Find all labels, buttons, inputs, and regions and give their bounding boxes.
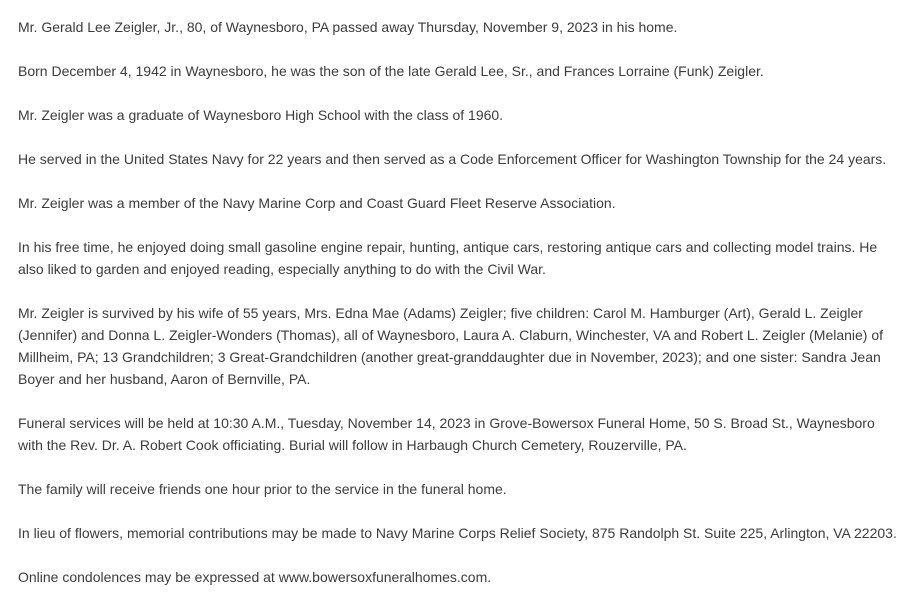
funeral-home-website-link[interactable]: www.bowersoxfuneralhomes.com bbox=[278, 569, 488, 585]
paragraph-survivors: Mr. Zeigler is survived by his wife of 55 years, Mrs. Edna Mae (Adams) Zeigler; five children: Carol M. Hamburger (Art), Gerald L. Zeigler (Jennifer) and Donna L. Zeigler-Wonders (Thomas), all of Waynesboro, Laura A. Claburn, Winchester, VA and Robert L. Zeigler (Melanie) of Millheim, PA; 13 Grandchildren; 3 Great-Grandchildren (another great-granddaughter due in November, 2023); and one sister: Sandra Jean Boyer and her husband, Aaron of Bernville, PA. bbox=[18, 305, 884, 387]
condolences-suffix: . bbox=[487, 569, 492, 585]
paragraph-membership: Mr. Zeigler was a member of the Navy Marine Corp and Coast Guard Fleet Reserve Association. bbox=[18, 195, 616, 211]
paragraph-hobbies: In his free time, he enjoyed doing small gasoline engine repair, hunting, antique cars, restoring antique cars and collecting model trains. He also liked to garden and enjoyed reading, especially anything to do with the Civil War. bbox=[18, 239, 878, 277]
condolences-prefix: Online condolences may be expressed at bbox=[18, 569, 279, 585]
paragraph-visitation: The family will receive friends one hour prior to the service in the funeral home. bbox=[18, 481, 507, 497]
paragraph-education: Mr. Zeigler was a graduate of Waynesboro High School with the class of 1960. bbox=[18, 107, 504, 123]
paragraph-death-notice: Mr. Gerald Lee Zeigler, Jr., 80, of Waynesboro, PA passed away Thursday, November 9, 2023 in his home. bbox=[18, 19, 678, 35]
paragraph-condolences bbox=[18, 566, 897, 588]
paragraph-funeral-services: Funeral services will be held at 10:30 A.M., Tuesday, November 14, 2023 in Grove-Bowersox Funeral Home, 50 S. Broad St., Waynesboro with the Rev. Dr. A. Robert Cook officiating. Burial will follow in Harbaugh Church Cemetery, Rouzerville, PA. bbox=[18, 415, 875, 453]
paragraph-career: He served in the United States Navy for 22 years and then served as a Code Enforcement Officer for Washington Township for the 24 years. bbox=[18, 151, 887, 167]
paragraph-birth: Born December 4, 1942 in Waynesboro, he was the son of the late Gerald Lee, Sr., and Frances Lorraine (Funk) Zeigler. bbox=[18, 63, 764, 79]
paragraph-memorial-contributions: In lieu of flowers, memorial contributions may be made to Navy Marine Corps Relief Society, 875 Randolph St. Suite 225, Arlington, VA 22203. bbox=[18, 525, 897, 541]
